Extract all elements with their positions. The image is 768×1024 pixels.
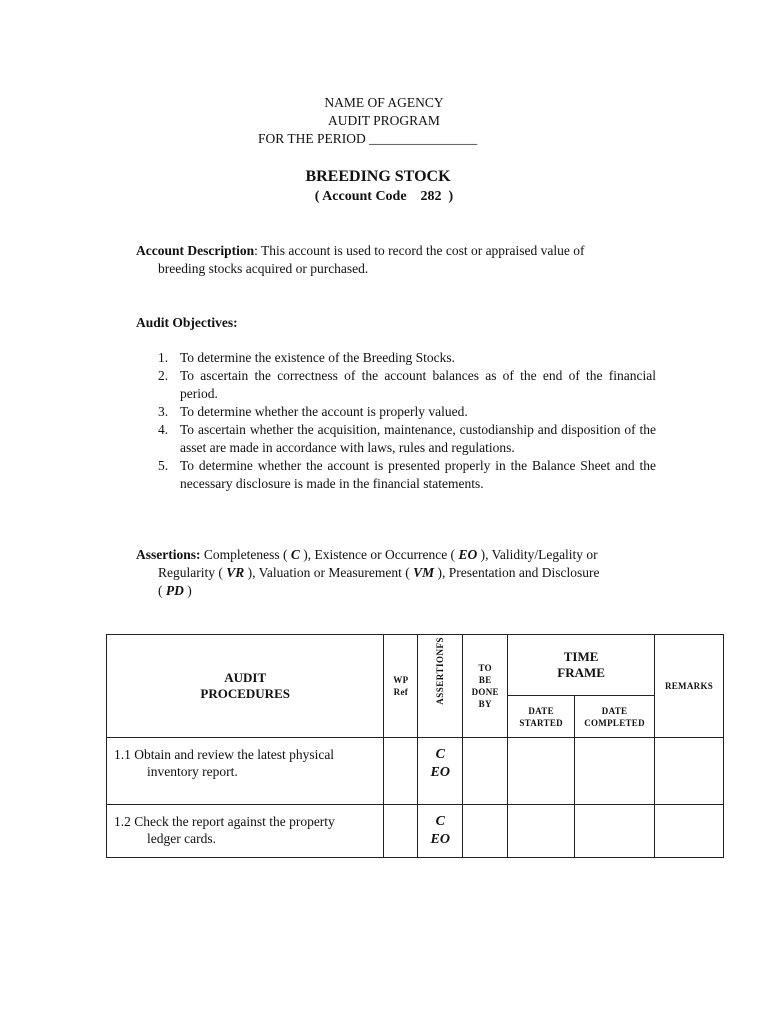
agency-name: NAME OF AGENCY xyxy=(324,95,444,110)
document-title: BREEDING STOCK xyxy=(305,168,451,185)
account-code: ( Account Code 282 ) xyxy=(314,189,454,204)
objective-item: 5. To determine whether the account is presented properly in the Balance Sheet and the necessary disclosure is made in the financial statements. xyxy=(158,458,656,491)
date-started-cell xyxy=(508,738,575,805)
wp-ref-cell xyxy=(384,738,418,805)
date-started-cell xyxy=(508,805,575,858)
audit-procedures-table xyxy=(106,634,724,858)
table-row xyxy=(107,738,724,805)
account-description xyxy=(136,242,656,278)
header-to-be-done-by: TO BE DONE BY xyxy=(463,635,508,738)
assertions-cell: C EO xyxy=(418,738,463,805)
procedure-cell: 1.2 Check the report against the property ledger cards. xyxy=(107,805,384,858)
date-completed-cell xyxy=(575,738,655,805)
audit-objectives-heading: Audit Objectives: xyxy=(136,315,238,330)
done-by-cell xyxy=(463,738,508,805)
remarks-cell xyxy=(655,738,724,805)
objective-item: 4. To ascertain whether the acquisition, maintenance, custodianship and disposition of the asset are made in accordance with laws, rules and regulations. xyxy=(158,422,656,455)
header-date-started: DATE STARTED xyxy=(508,696,575,738)
header-time-frame: TIME FRAME xyxy=(508,635,655,696)
objective-item: 3. To determine whether the account is properly valued. xyxy=(158,404,468,419)
done-by-cell xyxy=(463,805,508,858)
table-row xyxy=(107,805,724,858)
account-description-text-cont: breeding stocks acquired or purchased. xyxy=(158,261,369,276)
header-remarks: REMARKS xyxy=(655,635,724,738)
header-assertions: ASSERTIONFS xyxy=(418,635,463,738)
date-completed-cell xyxy=(575,805,655,858)
assertions-paragraph: Assertions: Completeness ( C ), Existence or Occurrence ( EO ), Validity/Legality or Regularity ( VR ), Valuation or Measurement ( VM ), Presentation and Disclosure ( PD ) xyxy=(136,547,600,598)
assertions-cell: C EO xyxy=(418,805,463,858)
period-label: FOR THE PERIOD ________________ xyxy=(258,131,478,146)
assertions-label: Assertions: xyxy=(136,547,201,562)
objective-item: 1. To determine the existence of the Breeding Stocks. xyxy=(158,350,455,365)
account-description-text: : This account is used to record the cost or appraised value of xyxy=(254,243,585,258)
audit-objectives-list xyxy=(158,349,656,493)
account-description-label: Account Description xyxy=(136,243,255,258)
audit-program-label: AUDIT PROGRAM xyxy=(328,113,440,128)
remarks-cell xyxy=(655,805,724,858)
header-audit-procedures: AUDIT PROCEDURES xyxy=(107,635,384,738)
header-wp-ref: WP Ref xyxy=(384,635,418,738)
procedure-cell: 1.1 Obtain and review the latest physical inventory report. xyxy=(107,738,384,805)
wp-ref-cell xyxy=(384,805,418,858)
objective-item: 2. To ascertain the correctness of the account balances as of the end of the financial period. xyxy=(158,368,656,401)
header-date-completed: DATE COMPLETED xyxy=(575,696,655,738)
